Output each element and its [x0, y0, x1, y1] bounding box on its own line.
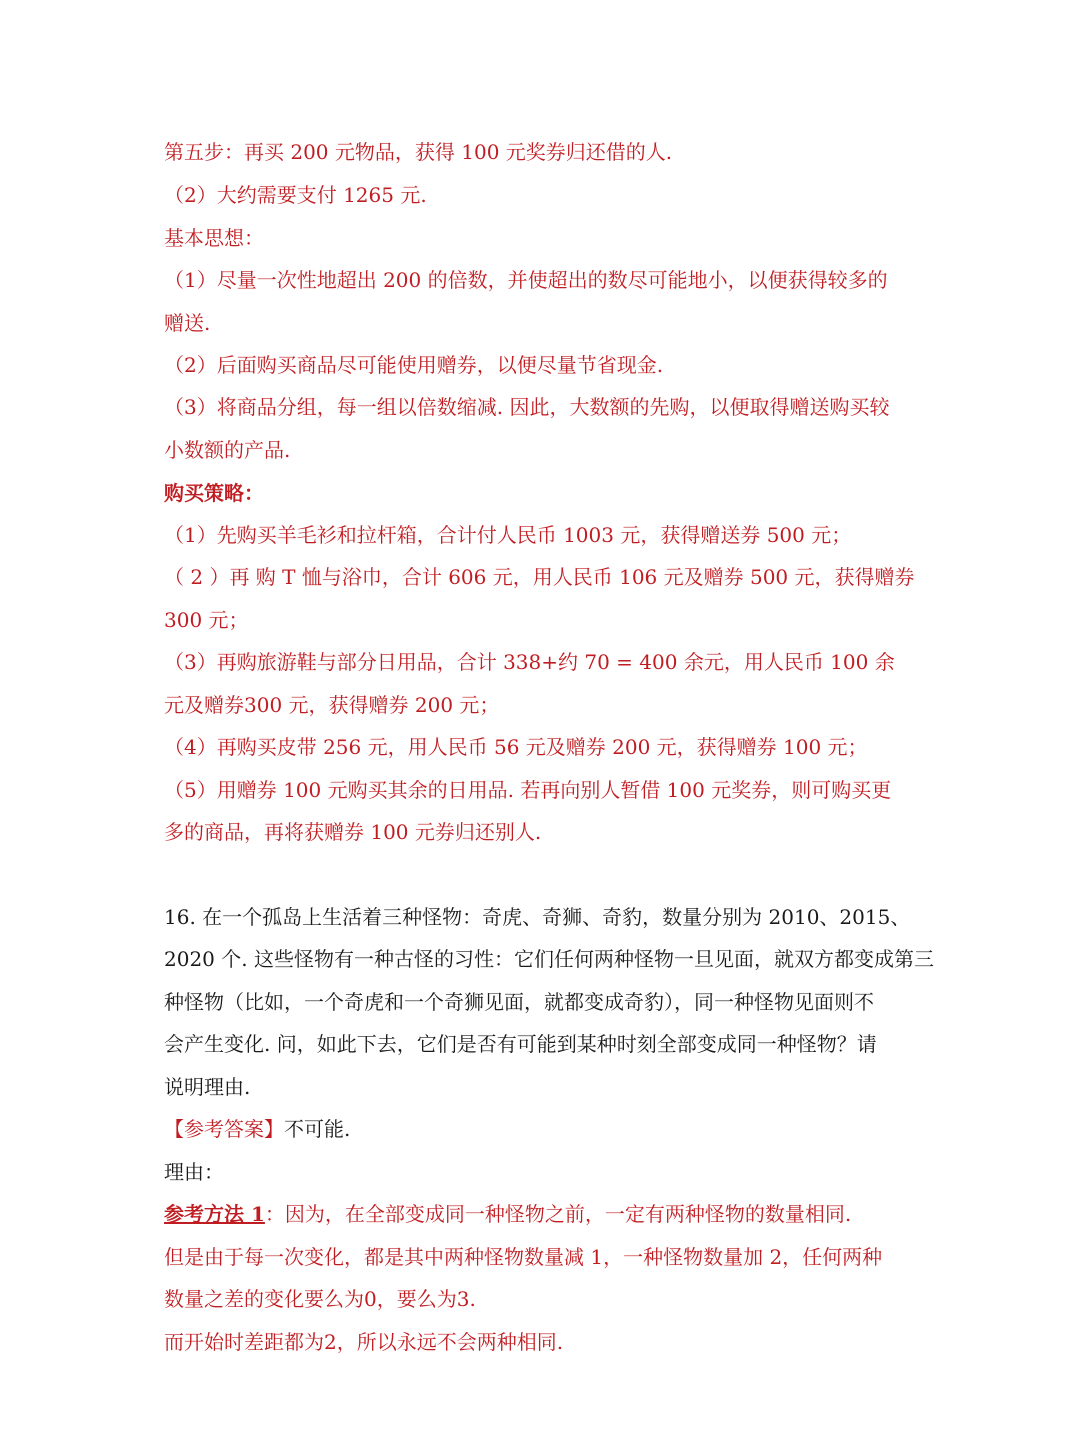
answer-label: 【参考答案】	[164, 1117, 284, 1141]
strategy-4: （4）再购买皮带 256 元，用人民币 56 元及赠券 200 元，获得赠券 100 元；	[164, 735, 868, 759]
answer-line	[164, 1115, 924, 1143]
strategy-5-line2: 多的商品，再将获赠券 100 元券归还别人.	[164, 820, 542, 844]
method-label: 参考方法 1	[164, 1202, 265, 1226]
method1-line2: 但是由于每一次变化，都是其中两种怪物数量减 1，一种怪物数量加 2，任何两种	[164, 1245, 883, 1269]
strategy-heading: 购买策略：	[164, 481, 264, 505]
idea3-line2: 小数额的产品.	[164, 438, 291, 462]
problem16-line4: 会产生变化. 问，如此下去，它们是否有可能到某种时刻全部变成同一种怪物？请	[164, 1032, 877, 1056]
basic-idea-heading: 基本思想：	[164, 226, 264, 250]
strategy-5-line1: （5）用赠券 100 元购买其余的日用品. 若再向别人暂借 100 元奖券，则可购买更	[164, 778, 892, 802]
method1-line3: 数量之差的变化要么为0，要么为3.	[164, 1287, 476, 1311]
strategy-3-line1: （3）再购旅游鞋与部分日用品，合计 338+约 70 = 400 余元，用人民币 100 余	[164, 650, 895, 674]
strategy-3-line2: 元及赠券300 元，获得赠券 200 元；	[164, 693, 500, 717]
conclusion: 而开始时差距都为2，所以永远不会两种相同.	[164, 1330, 564, 1354]
problem16-line5: 说明理由.	[164, 1075, 251, 1099]
solution-step5: 第五步：再买 200 元物品，获得 100 元奖券归还借的人.	[164, 140, 673, 164]
reason-label: 理由：	[164, 1160, 224, 1184]
problem16-line2: 2020 个. 这些怪物有一种古怪的习性：它们任何两种怪物一旦见面，就双方都变成第三	[164, 947, 934, 971]
problem16-line3: 种怪物（比如，一个奇虎和一个奇狮见面，就都变成奇豹），同一种怪物见面则不	[164, 990, 874, 1014]
strategy-2-line1: （ 2 ）再 购 T 恤与浴巾，合计 606 元，用人民币 106 元及赠券 500 元，获得赠券	[164, 565, 915, 589]
method-text: ：因为，在全部变成同一种怪物之前，一定有两种怪物的数量相同.	[264, 1202, 852, 1226]
strategy-2-line2: 300 元；	[164, 608, 249, 632]
answer-text: 不可能.	[284, 1117, 351, 1141]
problem16-line1: 16. 在一个孤岛上生活着三种怪物：奇虎、奇狮、奇豹，数量分别为 2010、2015、	[164, 905, 911, 929]
idea2: （2）后面购买商品尽可能使用赠券，以便尽量节省现金.	[164, 353, 664, 377]
idea1-line2: 赠送.	[164, 311, 211, 335]
idea3-line1: （3）将商品分组，每一组以倍数缩减. 因此，大数额的先购，以便取得赠送购买较	[164, 395, 890, 419]
solution-part2: （2）大约需要支付 1265 元.	[164, 183, 427, 207]
idea1-line1: （1）尽量一次性地超出 200 的倍数，并使超出的数尽可能地小，以便获得较多的	[164, 268, 888, 292]
strategy-1: （1）先购买羊毛衫和拉杆箱，合计付人民币 1003 元，获得赠送券 500 元；	[164, 523, 852, 547]
method1-line1	[164, 1200, 924, 1228]
